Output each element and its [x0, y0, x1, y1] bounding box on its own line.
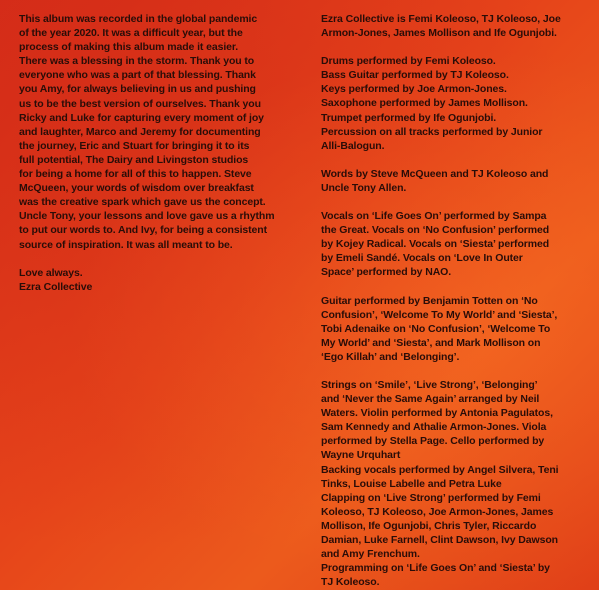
thank-you-message: This album was recorded in the global pandemic of the year 2020. It was a difficult year, but the process of making this album made it easier. There was a blessing in the storm. Thank you to everyone who was a part of that blessing. Thank you Amy, for always believing in us and pushing us to be the best version of ourselves. Thank you Ricky and Luke for capturing every moment of joy and laughter, Marco and Jeremy for documenting the journey, Eric and Stuart for bringing it to its full potential, The Dairy and Livingston studios for being a home for all of this to happen. Steve McQueen, your words of wisdom over breakfast was the creative spark which gave us the concept. Uncle Tony, your lessons and love gave us a rhythm to put our words to. And Ivy, for being a consistent source of inspiration. It was all meant to be.	[19, 13, 275, 251]
instrument-credits: Drums performed by Femi Koleoso. Bass Guitar performed by TJ Koleoso. Keys performed by Joe Armon-Jones. Saxophone performed by James Mollison. Trumpet performed by Ife Ogunjobi. Percussion on all tracks performed by Junior Alli-Balogun.	[321, 55, 543, 152]
words-credit: Words by Steve McQueen and TJ Koleoso and Uncle Tony Allen.	[321, 167, 549, 194]
strings-and-additional-credits: Strings on ‘Smile’, ‘Live Strong’, ‘Belonging’ and ‘Never the Same Again’ arranged by Neil Waters. Violin performed by Antonia Pagulatos, Sam Kennedy and Athalie Armon-Jones. Viola performed by Stella Page. Cello performed by Wayne Urquhart Backing vocals performed by Angel Silvera, Teni Tinks, Louise Labelle and Petra Luke Clapping on ‘Live Strong’ performed by Femi Koleoso, TJ Koleoso, Joe Armon-Jones, James Mollison, Ife Ogunjobi, Chris Tyler, Riccardo Damian, Luke Farnell, Clint Dawson, Ivy Dawson and Amy Frenchum. Programming on ‘Life Goes On’ and ‘Siesta’ by TJ Koleoso.	[321, 378, 559, 589]
guitar-credits: Guitar performed by Benjamin Totten on ‘No Confusion’, ‘Welcome To My World’ and ‘Siesta’, Tobi Adenaike on ‘No Confusion’, ‘Welcome To My World’ and ‘Siesta’, and Mark Mollison on ‘Ego Killah’ and ‘Belonging’.	[321, 294, 558, 363]
signoff: Love always. Ezra Collective	[19, 266, 93, 293]
band-members: Ezra Collective is Femi Koleoso, TJ Koleoso, Joe Armon-Jones, James Mollison and Ife Ogunjobi.	[321, 13, 561, 40]
thanks-column	[19, 12, 299, 294]
vocals-credits: Vocals on ‘Life Goes On’ performed by Sampa the Great. Vocals on ‘No Confusion’ performed by Kojey Radical. Vocals on ‘Siesta’ performed by Emeli Sandé. Vocals on ‘Love In Outer Space’ performed by NAO.	[321, 210, 550, 279]
credits-column	[321, 12, 591, 589]
